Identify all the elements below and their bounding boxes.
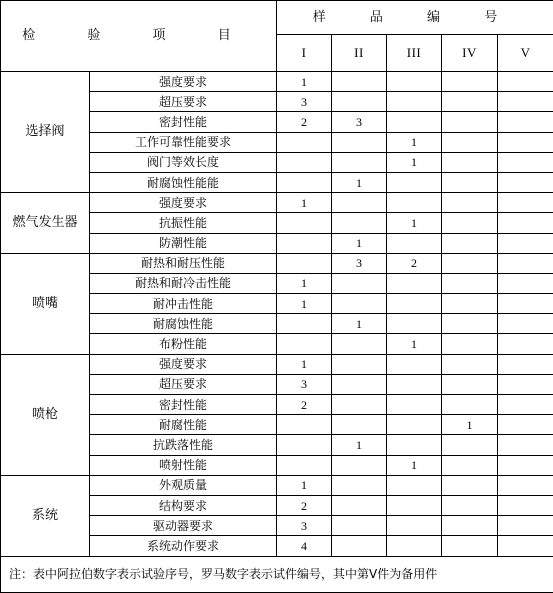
sequence-cell — [277, 455, 332, 475]
sequence-cell: 1 — [332, 233, 387, 253]
table-note: 注：表中阿拉伯数字表示试验序号，罗马数字表示试件编号，其中第Ⅴ件为备用件 — [1, 556, 553, 592]
sequence-cell — [442, 334, 498, 354]
sequence-cell — [332, 354, 387, 374]
sequence-cell — [442, 112, 498, 132]
sequence-cell — [332, 294, 387, 314]
sequence-cell — [498, 334, 553, 354]
sequence-cell: 1 — [277, 475, 332, 495]
sequence-cell — [387, 233, 442, 253]
sequence-cell — [332, 152, 387, 172]
group-name-cell: 喷嘴 — [1, 253, 90, 354]
test-item-cell: 布粉性能 — [90, 334, 277, 354]
sample-col-header: III — [387, 35, 442, 72]
sequence-cell — [277, 334, 332, 354]
sequence-cell — [332, 374, 387, 394]
sequence-cell — [442, 475, 498, 495]
sequence-cell — [498, 435, 553, 455]
sample-col-header: V — [498, 35, 553, 72]
sequence-cell — [277, 435, 332, 455]
sequence-cell — [387, 395, 442, 415]
sequence-cell — [442, 395, 498, 415]
sequence-cell: 2 — [277, 495, 332, 515]
sequence-cell — [442, 435, 498, 455]
table-row — [1, 253, 553, 273]
sequence-cell — [277, 172, 332, 192]
sequence-cell — [498, 132, 553, 152]
sequence-cell — [442, 374, 498, 394]
sequence-cell — [387, 273, 442, 293]
sequence-cell — [332, 415, 387, 435]
test-item-cell: 密封性能 — [90, 395, 277, 415]
sequence-cell: 1 — [332, 314, 387, 334]
sequence-cell: 1 — [332, 435, 387, 455]
sequence-cell — [498, 516, 553, 536]
sequence-cell — [277, 213, 332, 233]
sequence-cell: 1 — [387, 132, 442, 152]
sequence-cell — [332, 536, 387, 556]
sample-col-header: I — [277, 35, 332, 72]
sequence-cell — [442, 314, 498, 334]
group-name-cell: 燃气发生器 — [1, 193, 90, 254]
sequence-cell: 3 — [277, 92, 332, 112]
sequence-cell — [387, 415, 442, 435]
sequence-cell — [442, 233, 498, 253]
test-item-cell: 工作可靠性能要求 — [90, 132, 277, 152]
sequence-cell — [387, 112, 442, 132]
test-item-cell: 抗振性能 — [90, 213, 277, 233]
sequence-cell — [498, 253, 553, 273]
sequence-cell — [442, 495, 498, 515]
sequence-cell — [277, 152, 332, 172]
test-item-cell: 抗跌落性能 — [90, 435, 277, 455]
sequence-cell — [498, 374, 553, 394]
sequence-cell — [277, 132, 332, 152]
sequence-cell — [442, 152, 498, 172]
sequence-cell — [498, 112, 553, 132]
sequence-cell — [332, 495, 387, 515]
sequence-cell — [332, 475, 387, 495]
sequence-cell — [498, 495, 553, 515]
sequence-cell — [498, 314, 553, 334]
sequence-cell: 2 — [277, 112, 332, 132]
test-item-cell: 超压要求 — [90, 92, 277, 112]
sequence-cell: 1 — [277, 72, 332, 92]
test-item-cell: 阀门等效长度 — [90, 152, 277, 172]
sequence-cell — [387, 92, 442, 112]
sequence-cell — [498, 233, 553, 253]
table-row — [1, 193, 553, 213]
test-item-cell: 结构要求 — [90, 495, 277, 515]
sequence-cell — [442, 294, 498, 314]
sequence-cell — [332, 455, 387, 475]
sequence-cell: 4 — [277, 536, 332, 556]
sequence-cell — [332, 72, 387, 92]
table-row — [1, 475, 553, 495]
sequence-cell — [498, 273, 553, 293]
sequence-cell — [498, 152, 553, 172]
sequence-cell: 3 — [277, 516, 332, 536]
sequence-cell — [332, 193, 387, 213]
sequence-cell — [387, 354, 442, 374]
sequence-cell: 1 — [442, 415, 498, 435]
sequence-cell — [387, 374, 442, 394]
sequence-cell: 3 — [332, 112, 387, 132]
sequence-cell — [442, 72, 498, 92]
note-row — [1, 556, 553, 592]
test-item-cell: 耐腐蚀性能能 — [90, 172, 277, 192]
sample-col-header: II — [332, 35, 387, 72]
sequence-cell — [498, 193, 553, 213]
sequence-cell — [498, 536, 553, 556]
sequence-cell — [442, 92, 498, 112]
sequence-cell — [387, 172, 442, 192]
test-item-cell: 喷射性能 — [90, 455, 277, 475]
sequence-cell: 3 — [332, 253, 387, 273]
sequence-cell — [442, 193, 498, 213]
sequence-cell — [277, 253, 332, 273]
sequence-cell — [442, 132, 498, 152]
sequence-cell — [277, 314, 332, 334]
sequence-cell — [277, 233, 332, 253]
sequence-cell — [387, 536, 442, 556]
sequence-cell: 1 — [332, 172, 387, 192]
sequence-cell: 3 — [277, 374, 332, 394]
sequence-cell — [387, 475, 442, 495]
sequence-cell — [442, 213, 498, 233]
sequence-cell: 1 — [277, 294, 332, 314]
sequence-cell — [498, 92, 553, 112]
test-item-cell: 耐冲击性能 — [90, 294, 277, 314]
sequence-cell — [332, 273, 387, 293]
inspection-item-header: 检 验 项 目 — [1, 1, 277, 72]
sequence-cell — [387, 516, 442, 536]
sequence-cell — [387, 193, 442, 213]
sequence-cell — [442, 354, 498, 374]
test-item-cell: 耐热和耐冷击性能 — [90, 273, 277, 293]
test-item-cell: 系统动作要求 — [90, 536, 277, 556]
sample-col-header: IV — [442, 35, 498, 72]
sequence-cell — [498, 415, 553, 435]
group-name-cell: 选择阀 — [1, 72, 90, 193]
sequence-cell — [442, 253, 498, 273]
sequence-cell — [387, 72, 442, 92]
sequence-cell — [442, 172, 498, 192]
sequence-cell — [498, 475, 553, 495]
sequence-cell: 1 — [387, 455, 442, 475]
sequence-cell — [387, 314, 442, 334]
sequence-cell — [442, 516, 498, 536]
test-item-cell: 超压要求 — [90, 374, 277, 394]
sequence-cell — [387, 495, 442, 515]
sequence-cell — [498, 354, 553, 374]
sequence-cell — [498, 72, 553, 92]
test-item-cell: 耐腐性能 — [90, 415, 277, 435]
sequence-cell — [442, 536, 498, 556]
sequence-cell — [332, 213, 387, 233]
group-name-cell: 系统 — [1, 475, 90, 556]
sequence-cell — [332, 334, 387, 354]
group-name-cell: 喷枪 — [1, 354, 90, 475]
sequence-cell — [387, 435, 442, 455]
test-item-cell: 强度要求 — [90, 72, 277, 92]
sequence-cell — [498, 213, 553, 233]
test-item-cell: 耐腐蚀性能 — [90, 314, 277, 334]
sequence-cell — [332, 132, 387, 152]
sequence-cell — [332, 516, 387, 536]
sequence-cell — [332, 395, 387, 415]
sequence-cell — [498, 455, 553, 475]
test-item-cell: 外观质量 — [90, 475, 277, 495]
sample-number-header: 样 品 编 号 — [277, 1, 553, 35]
test-item-cell: 防潮性能 — [90, 233, 277, 253]
header-row-1 — [1, 1, 553, 35]
table-row — [1, 72, 553, 92]
sequence-cell: 2 — [387, 253, 442, 273]
sequence-cell: 1 — [387, 334, 442, 354]
sequence-cell: 1 — [277, 354, 332, 374]
sequence-cell — [442, 455, 498, 475]
sequence-cell: 1 — [387, 152, 442, 172]
test-item-cell: 驱动器要求 — [90, 516, 277, 536]
test-item-cell: 强度要求 — [90, 193, 277, 213]
test-item-cell: 强度要求 — [90, 354, 277, 374]
test-item-cell: 耐热和耐压性能 — [90, 253, 277, 273]
sequence-cell — [332, 92, 387, 112]
sequence-cell: 1 — [277, 193, 332, 213]
sequence-cell — [498, 294, 553, 314]
sequence-cell — [442, 273, 498, 293]
table-row — [1, 354, 553, 374]
sequence-cell — [498, 395, 553, 415]
sequence-cell — [277, 415, 332, 435]
sequence-cell: 1 — [387, 213, 442, 233]
test-item-cell: 密封性能 — [90, 112, 277, 132]
sequence-cell: 2 — [277, 395, 332, 415]
sequence-cell — [498, 172, 553, 192]
sequence-cell — [387, 294, 442, 314]
sequence-cell: 1 — [277, 273, 332, 293]
